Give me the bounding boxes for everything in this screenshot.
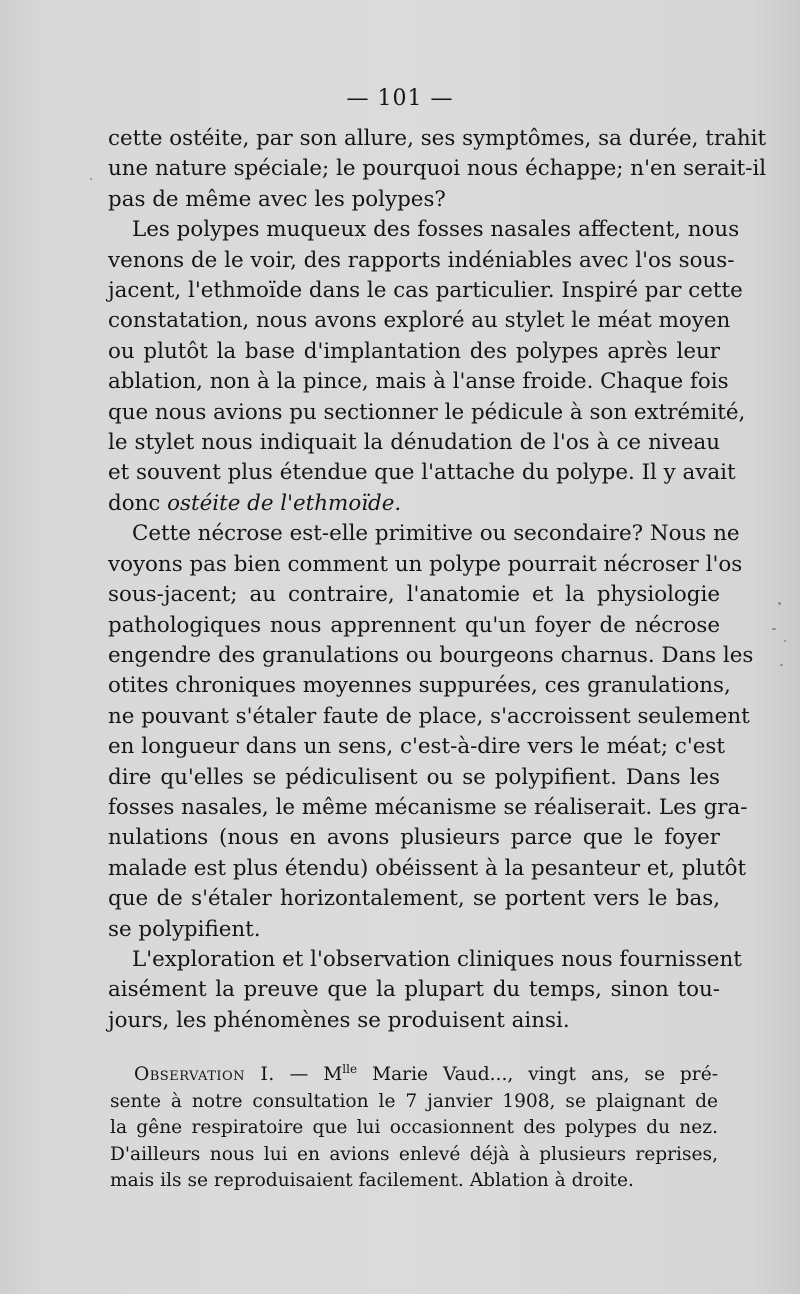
text-line: ou plutôt la base d'implantation des polypes après leur [108,338,720,364]
observation-block [110,1062,718,1195]
text-line: la gêne respiratoire que lui occasionnent des polypes du nez. [110,1117,718,1138]
text-line: Les polypes muqueux des fosses nasales affectent, nous [132,217,740,243]
observation-first-line [110,1062,718,1089]
text-line: que de s'étaler horizontalement, se portent vers le bas, [108,886,720,912]
text-line: que nous avions pu sectionner le pédicule à son extrémité, [108,399,746,425]
text-line: aisément la preuve que la plupart du temps, sinon tou- [108,977,720,1003]
text-line: constatation, nous avons exploré au stylet le méat moyen [108,308,731,334]
paper-speck [780,664,783,666]
text-line: venons de le voir, des rapports indéniables avec l'os sous- [108,247,735,273]
text-line: ne pouvant s'étaler faute de place, s'accroissent seulement [108,703,750,729]
text-line: L'exploration et l'observation cliniques nous fournissent [132,946,742,972]
text-line: jours, les phénomènes se produisent ainsi. [108,1007,570,1033]
text-line [108,489,720,519]
title-superscript: lle [342,1061,358,1076]
text-fragment: — M [274,1064,343,1085]
text-line: engendre des granulations ou bourgeons charnus. Dans les [108,642,754,668]
paper-speck [90,178,92,180]
text-line: Cette nécrose est-elle primitive ou secondaire? Nous ne [132,521,740,547]
text-line: se polypifient. [108,916,261,942]
text-line: voyons pas bien comment un polype pourrait nécroser l'os [108,551,743,577]
text-line: jacent, l'ethmoïde dans le cas particulier. Inspiré par cette [108,278,743,304]
text-line: nulations (nous en avons plusieurs parce que le foyer [108,825,720,851]
text-line: mais ils se reproduisaient facilement. Ablation à droite. [110,1170,634,1191]
text-line: une nature spéciale; le pourquoi nous échappe; n'en serait-il [108,156,767,182]
text-line: dire qu'elles se pédiculisent ou se polypifient. Dans les [108,764,720,790]
text-line: sous-jacent; au contraire, l'anatomie et la physiologie [108,582,720,608]
main-text [108,124,767,1036]
paper-speck [784,640,786,642]
text-fragment: donc [108,490,168,516]
text-line: fosses nasales, le même mécanisme se réaliserait. Les gra- [108,794,748,820]
page-number: — 101 — [346,86,454,111]
text-fragment: Marie Vaud..., vingt ans, se pré- [357,1064,718,1085]
text-line: D'ailleurs nous lui en avions enlevé déjà à plusieurs reprises, [110,1143,718,1165]
paper-speck [778,602,781,605]
text-line: en longueur dans un sens, c'est-à-dire vers le méat; c'est [108,734,725,760]
text-line: pathologiques nous apprennent qu'un foyer de nécrose [108,612,720,638]
text-line: cette ostéite, par son allure, ses symptômes, sa durée, trahit [108,126,767,151]
text-line: sente à notre consultation le 7 janvier 1908, se plaignant de [110,1090,718,1112]
text-line: le stylet nous indiquait la dénudation de l'os à ce niveau [108,430,720,456]
text-line: ablation, non à la pince, mais à l'anse froide. Chaque fois [108,369,729,395]
text-line: malade est plus étendu) obéissent à la pesanteur et, plutôt [108,855,747,881]
paper-speck [772,628,776,630]
text-line: et souvent plus étendue que l'attache du polype. Il y avait [108,460,736,486]
observation-label: Observation I. [134,1064,275,1085]
text-line: pas de même avec les polypes? [108,186,446,212]
text-line: otites chroniques moyennes suppurées, ces granulations, [108,673,731,699]
italic-term: ostéite de l'ethmoïde. [167,490,402,516]
